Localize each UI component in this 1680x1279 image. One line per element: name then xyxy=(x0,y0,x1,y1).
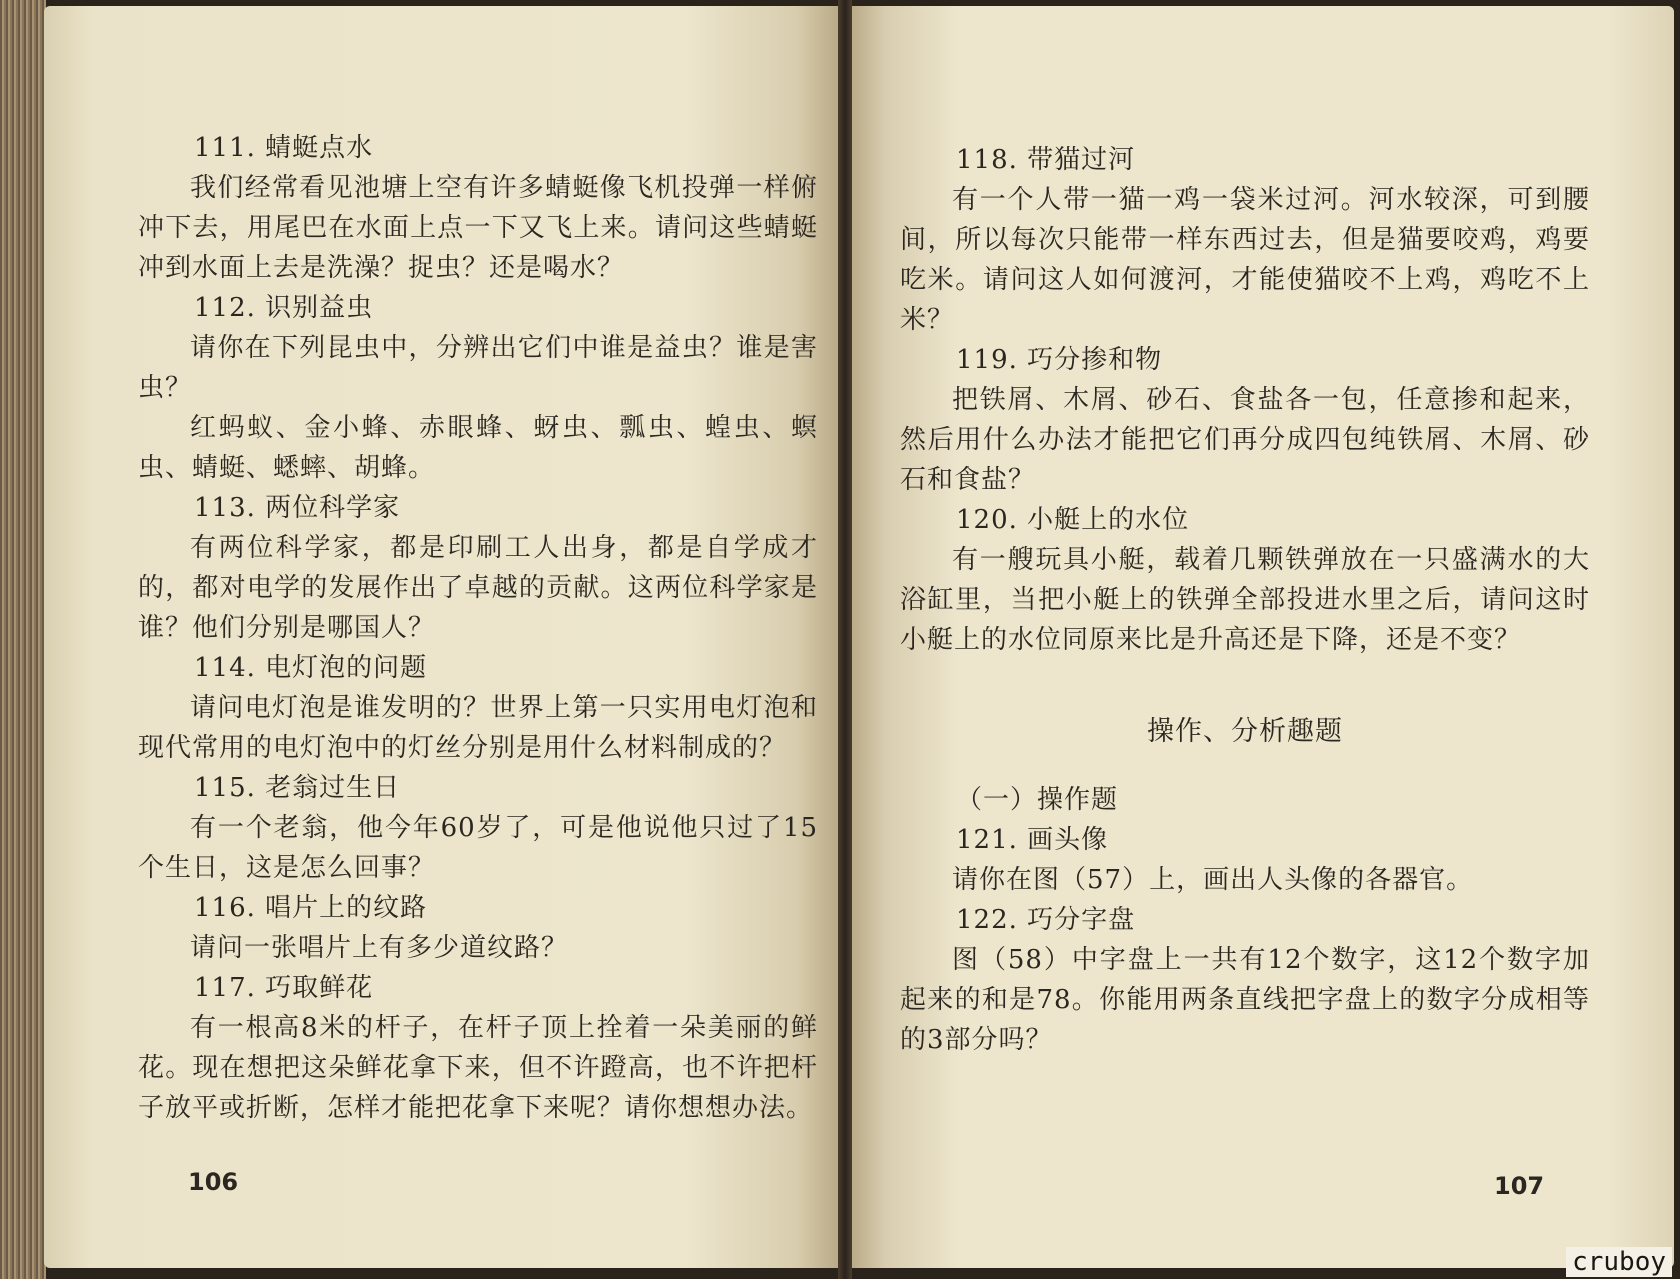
page-number-left: 106 xyxy=(188,1168,239,1196)
book-page-edges xyxy=(0,0,46,1279)
entry-body: 请问电灯泡是谁发明的？世界上第一只实用电灯泡和现代常用的电灯泡中的灯丝分别是用什么材料制成的？ xyxy=(138,693,818,763)
entry-heading: 120. 小艇上的水位 xyxy=(956,505,1190,535)
entry-body: 把铁屑、木屑、砂石、食盐各一包，任意掺和起来，然后用什么办法才能把它们再分成四包纯铁屑、木屑、砂石和食盐？ xyxy=(900,385,1590,495)
entry-heading: 116. 唱片上的纹路 xyxy=(194,893,428,923)
page-number-right: 107 xyxy=(1494,1172,1545,1200)
entry-heading: 114. 电灯泡的问题 xyxy=(194,653,428,683)
entry-body: 有一个人带一猫一鸡一袋米过河。河水较深，可到腰间，所以每次只能带一样东西过去，但是猫要咬鸡，鸡要吃米。请问这人如何渡河，才能使猫咬不上鸡，鸡吃不上米？ xyxy=(900,185,1590,335)
entry-heading: 113. 两位科学家 xyxy=(194,493,401,523)
entry-heading: 115. 老翁过生日 xyxy=(194,773,401,803)
entry-heading: 112. 识别益虫 xyxy=(194,293,374,323)
entry-heading: 119. 巧分掺和物 xyxy=(956,345,1163,375)
entry-heading: 118. 带猫过河 xyxy=(956,145,1136,175)
entry-body: 红蚂蚁、金小蜂、赤眼蜂、蚜虫、瓢虫、蝗虫、螟虫、蜻蜓、蟋蟀、胡蜂。 xyxy=(138,413,818,483)
entry-body: 我们经常看见池塘上空有许多蜻蜓像飞机投弹一样俯冲下去，用尾巴在水面上点一下又飞上来。请问这些蜻蜓冲到水面上去是洗澡？捉虫？还是喝水？ xyxy=(138,173,818,283)
book-gutter xyxy=(838,0,852,1279)
watermark: cruboy xyxy=(1566,1247,1672,1277)
entry-body: 请问一张唱片上有多少道纹路？ xyxy=(190,933,569,963)
entry-body: 请你在下列昆虫中，分辨出它们中谁是益虫？谁是害虫？ xyxy=(138,333,818,403)
entry-body: 有两位科学家，都是印刷工人出身，都是自学成才的，都对电学的发展作出了卓越的贡献。这两位科学家是谁？他们分别是哪国人？ xyxy=(138,533,818,643)
entry-heading: 117. 巧取鲜花 xyxy=(194,973,374,1003)
entry-body: 请你在图（57）上，画出人头像的各器官。 xyxy=(952,865,1474,895)
entry-heading: 121. 画头像 xyxy=(956,825,1109,855)
entry-heading: 122. 巧分字盘 xyxy=(956,905,1136,935)
entry-body: 图（58）中字盘上一共有12个数字，这12个数字加起来的和是78。你能用两条直线把字盘上的数字分成相等的3部分吗？ xyxy=(900,945,1590,1055)
entry-body: 有一个老翁，他今年60岁了，可是他说他只过了15个生日，这是怎么回事？ xyxy=(138,813,818,883)
left-page-text xyxy=(138,128,818,1128)
entry-body: 有一艘玩具小艇，载着几颗铁弹放在一只盛满水的大浴缸里，当把小艇上的铁弹全部投进水里之后，请问这时小艇上的水位同原来比是升高还是下降，还是不变？ xyxy=(900,545,1590,655)
right-page-text xyxy=(900,140,1590,1060)
entry-body: 有一根高8米的杆子，在杆子顶上拴着一朵美丽的鲜花。现在想把这朵鲜花拿下来，但不许蹬高，也不许把杆子放平或折断，怎样才能把花拿下来呢？请你想想办法。 xyxy=(138,1013,818,1123)
section-title: 操作、分析趣题 xyxy=(1147,716,1343,747)
subsection-title: （一）操作题 xyxy=(956,785,1119,815)
entry-heading: 111. 蜻蜓点水 xyxy=(194,133,374,163)
